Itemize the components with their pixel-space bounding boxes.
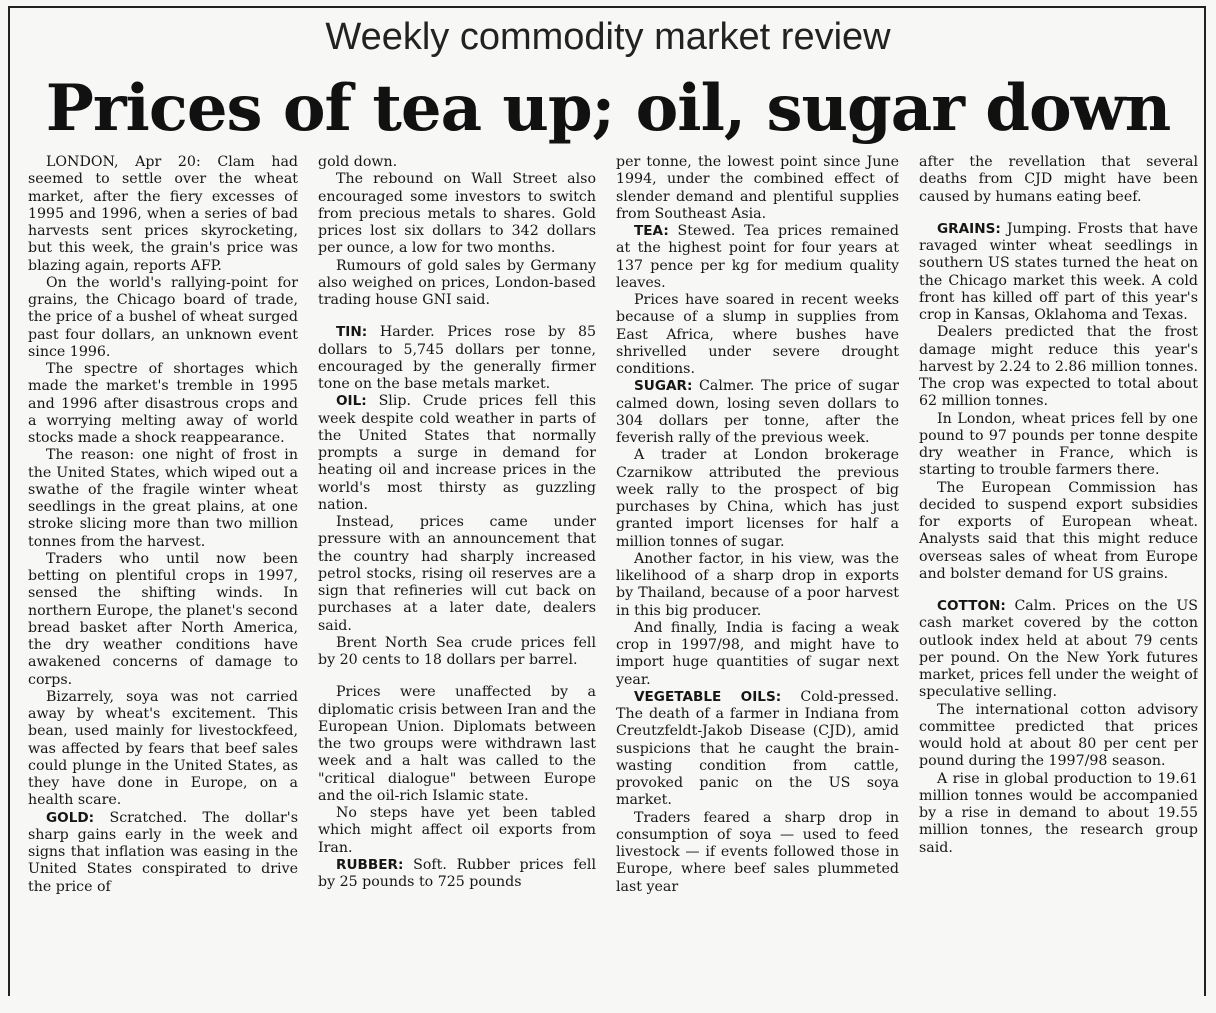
article-headline: Prices of tea up; oil, sugar down bbox=[45, 71, 1171, 146]
paragraph-text: Harder. Prices rose by 85 dollars to 5,745 dollars per tonne, encouraged by the generally firmer tone on the base metals market. bbox=[318, 324, 596, 392]
paragraph-text: The international cotton advisory committee predicted that prices would hold at about 80 per cent per pound during the 1997/98 season. bbox=[919, 701, 1198, 770]
article-paragraph bbox=[318, 514, 596, 635]
column-3 bbox=[616, 154, 899, 999]
paragraph-text: Dealers predicted that the frost damage might reduce this year's harvest by 2.24 to 2.86 million tonnes. The crop was expected to total about 62 million tonnes. bbox=[919, 324, 1198, 410]
article-paragraph bbox=[318, 635, 596, 670]
section-kicker: Weekly commodity market review bbox=[325, 16, 891, 58]
article-paragraph bbox=[318, 805, 596, 857]
article-paragraph bbox=[616, 689, 899, 810]
paragraph-text: The rebound on Wall Street also encouraged some investors to switch from precious metals to shares. Gold prices lost six dollars to 342 dollars per ounce, a low for two months. bbox=[318, 171, 596, 257]
article-paragraph bbox=[616, 447, 899, 551]
article-paragraph bbox=[318, 857, 596, 892]
section-lead: GOLD: bbox=[46, 809, 95, 826]
column-4 bbox=[919, 154, 1198, 999]
article-paragraph bbox=[28, 551, 298, 689]
article-paragraph bbox=[318, 393, 596, 514]
article-paragraph bbox=[616, 810, 899, 896]
paragraph-text: Slip. Crude prices fell this week despite cold weather in parts of the United States that normally prompts a surge in demand for heating oil and increase prices in the world's most thirsty as guzzling nation. bbox=[318, 393, 596, 513]
paragraph-text: A rise in global production to 19.61 million tonnes would be accompanied by a rise in demand to about 19.55 million tonnes, the research group said. bbox=[919, 770, 1198, 856]
article-paragraph bbox=[616, 378, 899, 447]
article-paragraph bbox=[919, 221, 1198, 325]
article-paragraph bbox=[28, 810, 298, 896]
article-paragraph bbox=[616, 292, 899, 378]
paragraph-text: And finally, India is facing a weak crop in 1997/98, and might have to import huge quantities of sugar next year. bbox=[616, 619, 899, 688]
article-paragraph bbox=[616, 551, 899, 620]
paragraph-text: A trader at London brokerage Czarnikow attributed the previous week rally to the prospect of big purchases by China, which has just granted import licenses for half a million tonnes of sugar. bbox=[616, 447, 899, 550]
paragraph-text: Traders who until now been betting on plentiful crops in 1997, sensed the shifting winds. In northern Europe, the planet's second bread basket after North America, the dry weather conditions have awakened concerns of damage to corps. bbox=[28, 550, 298, 688]
column-1 bbox=[28, 154, 298, 999]
section-lead: TIN: bbox=[336, 324, 368, 341]
paragraph-text: The reason: one night of frost in the United States, which wiped out a swathe of the fragile winter wheat seedlings in the great plains, at one stroke slicing more than two million tonnes from the harvest. bbox=[28, 447, 298, 550]
paragraph-text: per tonne, the lowest point since June 1994, under the combined effect of slender demand and plentiful supplies from Southeast Asia. bbox=[616, 154, 899, 222]
article-paragraph bbox=[318, 258, 596, 310]
article-paragraph bbox=[318, 684, 596, 805]
paragraph-text: Soft. Rubber prices fell by 25 pounds to 725 pounds bbox=[318, 856, 596, 890]
article-paragraph bbox=[919, 411, 1198, 480]
article-paragraph bbox=[28, 361, 298, 447]
paragraph-text: Prices have soared in recent weeks because of a slump in supplies from East Africa, where bushes have shrivelled under severe drought conditions. bbox=[616, 292, 899, 377]
section-lead: GRAINS: bbox=[937, 220, 1001, 237]
paragraph-text: The spectre of shortages which made the market's tremble in 1995 and 1996 after disastrous crops and a worrying melting away of world stocks made a shock reappearance. bbox=[28, 361, 298, 446]
right-border-rule bbox=[1204, 6, 1206, 996]
article-paragraph bbox=[616, 154, 899, 223]
article-paragraph bbox=[919, 598, 1198, 702]
article-paragraph bbox=[318, 324, 596, 393]
paragraph-text: Jumping. Frosts that have ravaged winter wheat seedlings in southern US states turned the heat on the Chicago market this week. A cold front has killed off part of this year's crop in Kansas, Oklahoma and Texas. bbox=[919, 220, 1198, 323]
section-lead: VEGETABLE OILS: bbox=[634, 688, 782, 705]
section-lead: SUGAR: bbox=[634, 378, 693, 395]
article-paragraph bbox=[919, 480, 1198, 584]
section-lead: OIL: bbox=[336, 393, 367, 410]
paragraph-text: Traders feared a sharp drop in consumption of soya — used to feed livestock — if events followed those in Europe, where beef sales plummeted last year bbox=[616, 809, 899, 895]
paragraph-text: Prices were unaffected by a diplomatic crisis between Iran and the European Union. Diplomats between the two groups were withdrawn last week and a halt was called to the "critical dialogue" between Europe and the oil-rich Islamic state. bbox=[318, 684, 596, 804]
section-lead: RUBBER: bbox=[336, 856, 404, 873]
section-lead: TEA: bbox=[634, 223, 669, 239]
paragraph-text: Calm. Prices on the US cash market covered by the cotton outlook index held at about 79 cents per pound. On the New York futures market, prices fell under the weight of speculative selling. bbox=[919, 598, 1198, 701]
article-body bbox=[28, 154, 1198, 999]
paragraph-text: Another factor, in his view, was the likelihood of a sharp drop in exports by Thailand, because of a poor harvest in this big producer. bbox=[616, 550, 899, 619]
article-paragraph bbox=[28, 154, 298, 275]
top-rule bbox=[8, 6, 1206, 8]
paragraph-text: Calmer. The price of sugar calmed down, losing seven dollars to 304 dollars per tonne, after the feverish rally of the previous week. bbox=[616, 378, 899, 446]
paragraph-text: Brent North Sea crude prices fell by 20 cents to 18 dollars per barrel. bbox=[318, 634, 596, 668]
article-paragraph bbox=[616, 620, 899, 689]
paragraph-text: LONDON, Apr 20: Clam had seemed to settle over the wheat market, after the fiery excesses of 1995 and 1996, when a series of bad harvests sent prices skyrocketing, but this week, the grain's price was blazing again, reports AFP. bbox=[28, 154, 298, 274]
paragraph-text: No steps have yet been tabled which might affect oil exports from Iran. bbox=[318, 805, 596, 856]
left-border-rule bbox=[8, 6, 10, 996]
paragraph-text: Instead, prices came under pressure with an announcement that the country had sharply increased petrol stocks, rising oil reserves are a sign that refineries will cut back on purchases at a later date, dealers said. bbox=[318, 514, 596, 634]
article-paragraph bbox=[28, 689, 298, 810]
paragraph-text: On the world's rallying-point for grains, the Chicago board of trade, the price of a bushel of wheat surged past four dollars, an unknown event since 1996. bbox=[28, 274, 298, 360]
article-paragraph bbox=[318, 171, 596, 257]
paragraph-text: Bizarrely, soya was not carried away by wheat's excitement. This bean, used mainly for livestockfeed, was affected by fears that beef sales could plunge in the United States, as they have done in Europe, on a health scare. bbox=[28, 688, 298, 809]
article-paragraph bbox=[28, 447, 298, 551]
paragraph-text: gold down. bbox=[318, 154, 398, 170]
section-lead: COTTON: bbox=[937, 598, 1006, 614]
column-2 bbox=[318, 154, 596, 999]
paragraph-text: after the revellation that several deaths from CJD might have been caused by humans eating beef. bbox=[919, 154, 1198, 205]
paragraph-text: The European Commission has decided to suspend export subsidies for exports of European wheat. Analysts said that this might reduce overseas sales of wheat from Europe and bolster demand for US grains. bbox=[919, 479, 1198, 582]
paragraph-text: Stewed. Tea prices remained at the highest point for four years at 137 pence per kg for medium quality leaves. bbox=[616, 223, 899, 291]
article-paragraph bbox=[318, 154, 596, 171]
paragraph-text: Scratched. The dollar's sharp gains early in the week and signs that inflation was easing in the United States conspirated to drive the price of bbox=[28, 809, 298, 895]
article-paragraph bbox=[919, 154, 1198, 206]
article-paragraph bbox=[616, 223, 899, 292]
article-paragraph bbox=[919, 324, 1198, 410]
paragraph-text: Cold-pressed. The death of a farmer in Indiana from Creutzfeldt-Jakob Disease (CJD), amid suspicions that he caught the brain-wasting condition from cattle, provoked panic on the US soya market. bbox=[616, 688, 899, 809]
article-paragraph bbox=[919, 702, 1198, 771]
article-paragraph bbox=[28, 275, 298, 361]
article-paragraph bbox=[919, 771, 1198, 857]
paragraph-text: In London, wheat prices fell by one pound to 97 pounds per tonne despite dry weather in France, which is starting to trouble farmers there. bbox=[919, 410, 1198, 479]
paragraph-text: Rumours of gold sales by Germany also weighed on prices, London-based trading house GNI said. bbox=[318, 257, 596, 308]
